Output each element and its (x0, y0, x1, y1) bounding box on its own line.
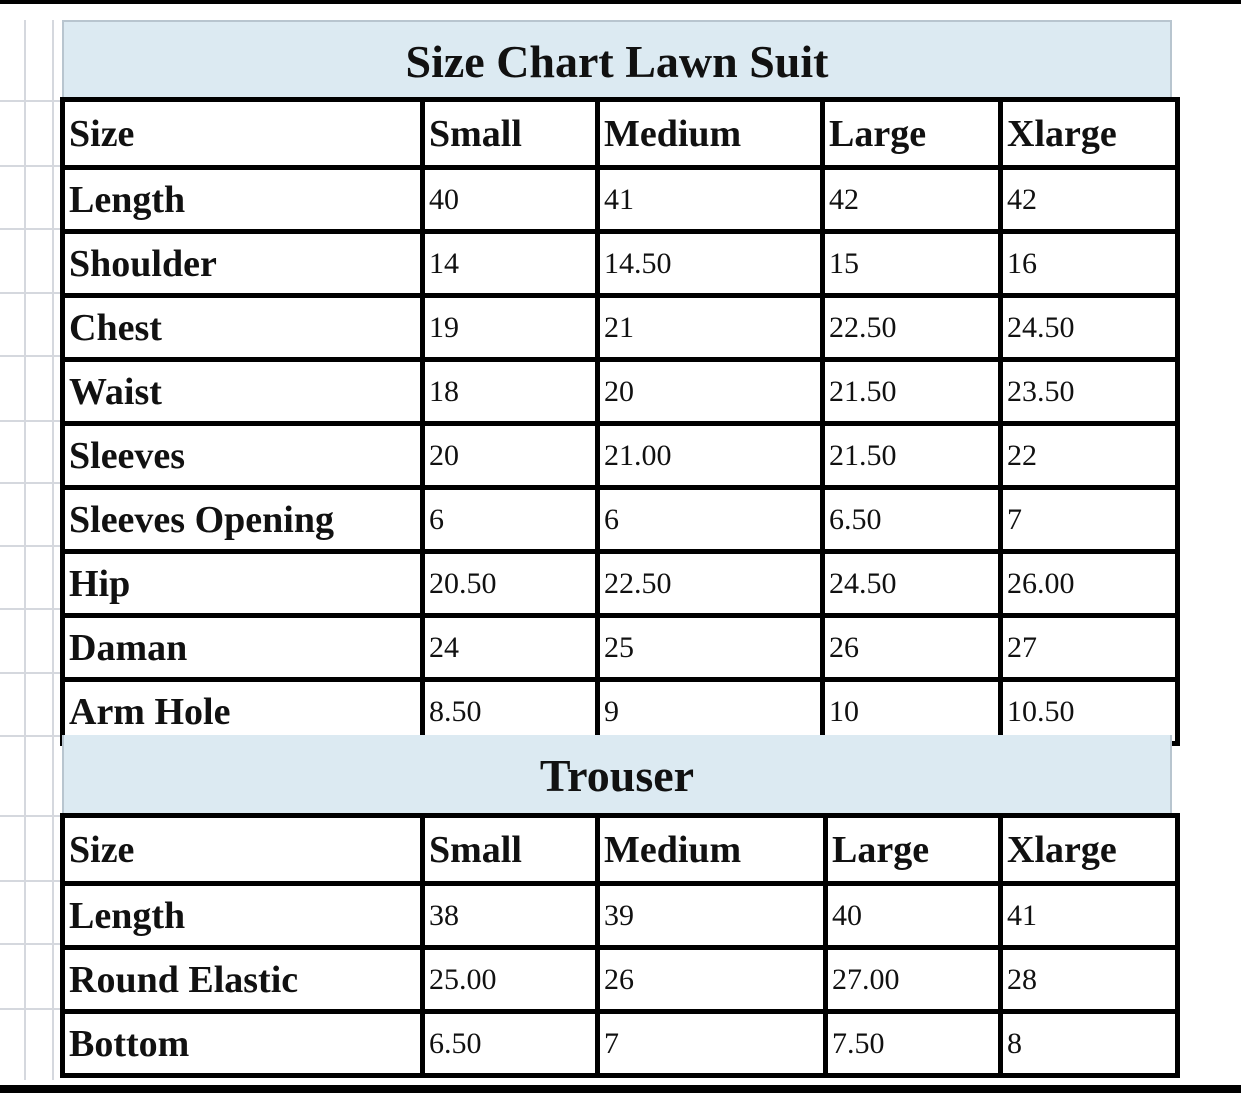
cell-xlarge: 7 (1001, 488, 1178, 552)
spreadsheet-gutter-line (24, 20, 26, 1080)
cell-medium: 9 (598, 680, 823, 744)
row-label: Arm Hole (63, 680, 423, 744)
bottom-border-bar (0, 1085, 1241, 1093)
cell-xlarge: 27 (1001, 616, 1178, 680)
cell-xlarge: 28 (1001, 948, 1178, 1012)
table-row (63, 296, 1178, 360)
cell-large: 26 (823, 616, 1001, 680)
suit-size-table (60, 97, 1180, 746)
suit-chart-title (62, 20, 1172, 100)
cell-small: 6 (423, 488, 598, 552)
cell-large: 10 (823, 680, 1001, 744)
spreadsheet-row-line (0, 228, 60, 230)
top-border-bar (0, 0, 1241, 4)
trouser-chart-title-text: Trouser (539, 749, 695, 801)
spreadsheet-row-line (0, 355, 60, 357)
cell-small: 6.50 (423, 1012, 598, 1076)
header-cell-large: Large (823, 100, 1001, 168)
cell-small: 14 (423, 232, 598, 296)
cell-large: 24.50 (823, 552, 1001, 616)
header-cell-medium: Medium (598, 816, 826, 884)
row-label: Hip (63, 552, 423, 616)
row-label: Sleeves (63, 424, 423, 488)
trouser-size-table (60, 813, 1180, 1078)
cell-large: 7.50 (826, 1012, 1001, 1076)
spreadsheet-gutter-line (52, 20, 54, 1080)
header-cell-xlarge: Xlarge (1001, 816, 1178, 884)
spreadsheet-row-line (0, 735, 60, 737)
cell-xlarge: 24.50 (1001, 296, 1178, 360)
cell-medium: 26 (598, 948, 826, 1012)
row-label: Daman (63, 616, 423, 680)
table-header-row (63, 816, 1178, 884)
cell-small: 20.50 (423, 552, 598, 616)
table-row (63, 1012, 1178, 1076)
cell-small: 38 (423, 884, 598, 948)
spreadsheet-row-line (0, 292, 60, 294)
suit-chart-title-text: Size Chart Lawn Suit (405, 35, 829, 87)
cell-medium: 6 (598, 488, 823, 552)
cell-small: 19 (423, 296, 598, 360)
cell-medium: 7 (598, 1012, 826, 1076)
cell-large: 40 (826, 884, 1001, 948)
cell-large: 27.00 (826, 948, 1001, 1012)
table-row (63, 552, 1178, 616)
table-row (63, 884, 1178, 948)
header-cell-xlarge: Xlarge (1001, 100, 1178, 168)
row-label: Chest (63, 296, 423, 360)
cell-large: 6.50 (823, 488, 1001, 552)
cell-medium: 25 (598, 616, 823, 680)
cell-large: 21.50 (823, 360, 1001, 424)
header-cell-size: Size (63, 816, 423, 884)
trouser-chart-title (62, 735, 1172, 815)
table-row (63, 168, 1178, 232)
cell-medium: 14.50 (598, 232, 823, 296)
row-label: Round Elastic (63, 948, 423, 1012)
spreadsheet-row-line (0, 815, 60, 817)
cell-xlarge: 42 (1001, 168, 1178, 232)
cell-large: 15 (823, 232, 1001, 296)
spreadsheet-row-line (0, 608, 60, 610)
cell-large: 42 (823, 168, 1001, 232)
row-label: Waist (63, 360, 423, 424)
table-header-row (63, 100, 1178, 168)
spreadsheet-row-line (0, 165, 60, 167)
cell-small: 25.00 (423, 948, 598, 1012)
spreadsheet-row-line (0, 880, 60, 882)
spreadsheet-row-line (0, 672, 60, 674)
cell-xlarge: 41 (1001, 884, 1178, 948)
cell-medium: 21.00 (598, 424, 823, 488)
cell-medium: 39 (598, 884, 826, 948)
cell-large: 21.50 (823, 424, 1001, 488)
cell-xlarge: 10.50 (1001, 680, 1178, 744)
table-row (63, 948, 1178, 1012)
header-cell-large: Large (826, 816, 1001, 884)
cell-small: 24 (423, 616, 598, 680)
cell-xlarge: 22 (1001, 424, 1178, 488)
table-row (63, 424, 1178, 488)
cell-xlarge: 8 (1001, 1012, 1178, 1076)
cell-small: 18 (423, 360, 598, 424)
row-label: Length (63, 884, 423, 948)
cell-small: 8.50 (423, 680, 598, 744)
cell-large: 22.50 (823, 296, 1001, 360)
cell-medium: 41 (598, 168, 823, 232)
spreadsheet-row-line (0, 545, 60, 547)
header-cell-medium: Medium (598, 100, 823, 168)
table-row (63, 488, 1178, 552)
header-cell-small: Small (423, 100, 598, 168)
row-label: Shoulder (63, 232, 423, 296)
cell-medium: 21 (598, 296, 823, 360)
row-label: Bottom (63, 1012, 423, 1076)
row-label: Length (63, 168, 423, 232)
table-row (63, 680, 1178, 744)
spreadsheet-row-line (0, 943, 60, 945)
spreadsheet-row-line (0, 1008, 60, 1010)
table-row (63, 616, 1178, 680)
row-label: Sleeves Opening (63, 488, 423, 552)
header-cell-small: Small (423, 816, 598, 884)
spreadsheet-row-line (0, 420, 60, 422)
table-row (63, 232, 1178, 296)
cell-small: 40 (423, 168, 598, 232)
cell-small: 20 (423, 424, 598, 488)
cell-xlarge: 16 (1001, 232, 1178, 296)
cell-xlarge: 23.50 (1001, 360, 1178, 424)
spreadsheet-row-line (0, 100, 60, 102)
table-row (63, 360, 1178, 424)
spreadsheet-row-line (0, 482, 60, 484)
cell-medium: 22.50 (598, 552, 823, 616)
cell-medium: 20 (598, 360, 823, 424)
header-cell-size: Size (63, 100, 423, 168)
cell-xlarge: 26.00 (1001, 552, 1178, 616)
